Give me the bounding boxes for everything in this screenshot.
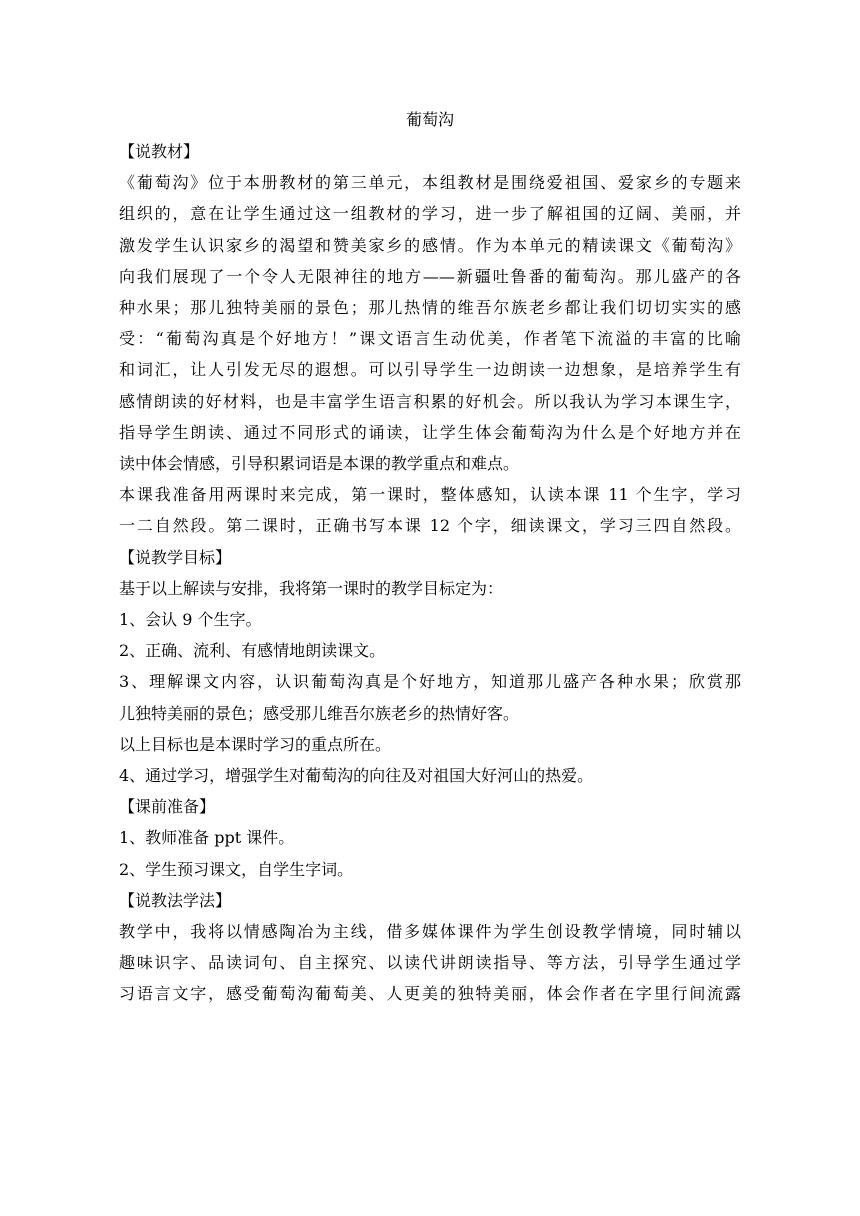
text-line: 【说教学目标】 bbox=[119, 547, 232, 567]
text-line: 激发学生认识家乡的渴望和赞美家乡的感情。作为本单元的精读课文《葡萄沟》 bbox=[119, 235, 741, 255]
text-line: 【说教法学法】 bbox=[119, 890, 232, 910]
text-line: 以上目标也是本课时学习的重点所在。 bbox=[119, 734, 392, 754]
text-line: 教学中，我将以情感陶冶为主线，借多媒体课件为学生创设教学情境，同时辅以 bbox=[119, 922, 741, 942]
text-line: 4、通过学习，增强学生对葡萄沟的向往及对祖国大好河山的热爱。 bbox=[119, 766, 594, 786]
text-line: 指导学生朗读、通过不同形式的诵读，让学生体会葡萄沟为什么是个好地方并在 bbox=[119, 422, 741, 442]
document-body bbox=[119, 136, 741, 1010]
text-line: 《葡萄沟》位于本册教材的第三单元，本组教材是围绕爱祖国、爱家乡的专题来 bbox=[119, 173, 741, 193]
text-line: 和词汇，让人引发无尽的遐想。可以引导学生一边朗读一边想象，是培养学生有 bbox=[119, 360, 741, 380]
text-line: 趣味识字、品读词句、自主探究、以读代讲朗读指导、等方法，引导学生通过学 bbox=[119, 953, 741, 973]
text-line: 2、学生预习课文，自学生字词。 bbox=[119, 859, 354, 879]
text-line: 【说教材】 bbox=[119, 142, 200, 161]
text-line: 种水果；那儿独特美丽的景色；那儿热情的维吾尔族老乡都让我们切切实实的感 bbox=[119, 298, 741, 318]
text-line: 组织的，意在让学生通过这一组教材的学习，进一步了解祖国的辽阔、美丽，并 bbox=[119, 204, 741, 224]
text-line: 【课前准备】 bbox=[119, 797, 216, 817]
text-line: 感情朗读的好材料，也是丰富学生语言积累的好机会。所以我认为学习本课生字， bbox=[119, 391, 741, 411]
text-line: 读中体会情感，引导积累词语是本课的教学重点和难点。 bbox=[119, 454, 520, 474]
text-line: 习语言文字，感受葡萄沟葡萄美、人更美的独特美丽，体会作者在字里行间流露 bbox=[119, 984, 741, 1004]
text-line: 受：“葡萄沟真是个好地方！”课文语言生动优美，作者笔下流溢的丰富的比喻 bbox=[119, 329, 741, 349]
text-line: 基于以上解读与安排，我将第一课时的教学目标定为： bbox=[119, 578, 504, 598]
document-page bbox=[119, 104, 741, 1010]
document-title: 葡萄沟 bbox=[405, 110, 454, 129]
text-line: 1、会认 9 个生字。 bbox=[119, 610, 262, 630]
text-line: 1、教师准备 ppt 课件。 bbox=[119, 828, 295, 848]
text-line: 2、正确、流利、有感情地朗读课文。 bbox=[119, 641, 386, 661]
text-line: 儿独特美丽的景色；感受那儿维吾尔族老乡的热情好客。 bbox=[119, 703, 520, 723]
text-line: 一二自然段。第二课时，正确书写本课 12 个字，细读课文，学习三四自然段。 bbox=[119, 516, 741, 536]
text-line: 3、理解课文内容，认识葡萄沟真是个好地方，知道那儿盛产各种水果；欣赏那 bbox=[119, 672, 741, 692]
text-line: 本课我准备用两课时来完成，第一课时，整体感知，认读本课 11 个生字，学习 bbox=[119, 485, 741, 505]
text-line: 向我们展现了一个令人无限神往的地方——新疆吐鲁番的葡萄沟。那儿盛产的各 bbox=[119, 266, 741, 286]
